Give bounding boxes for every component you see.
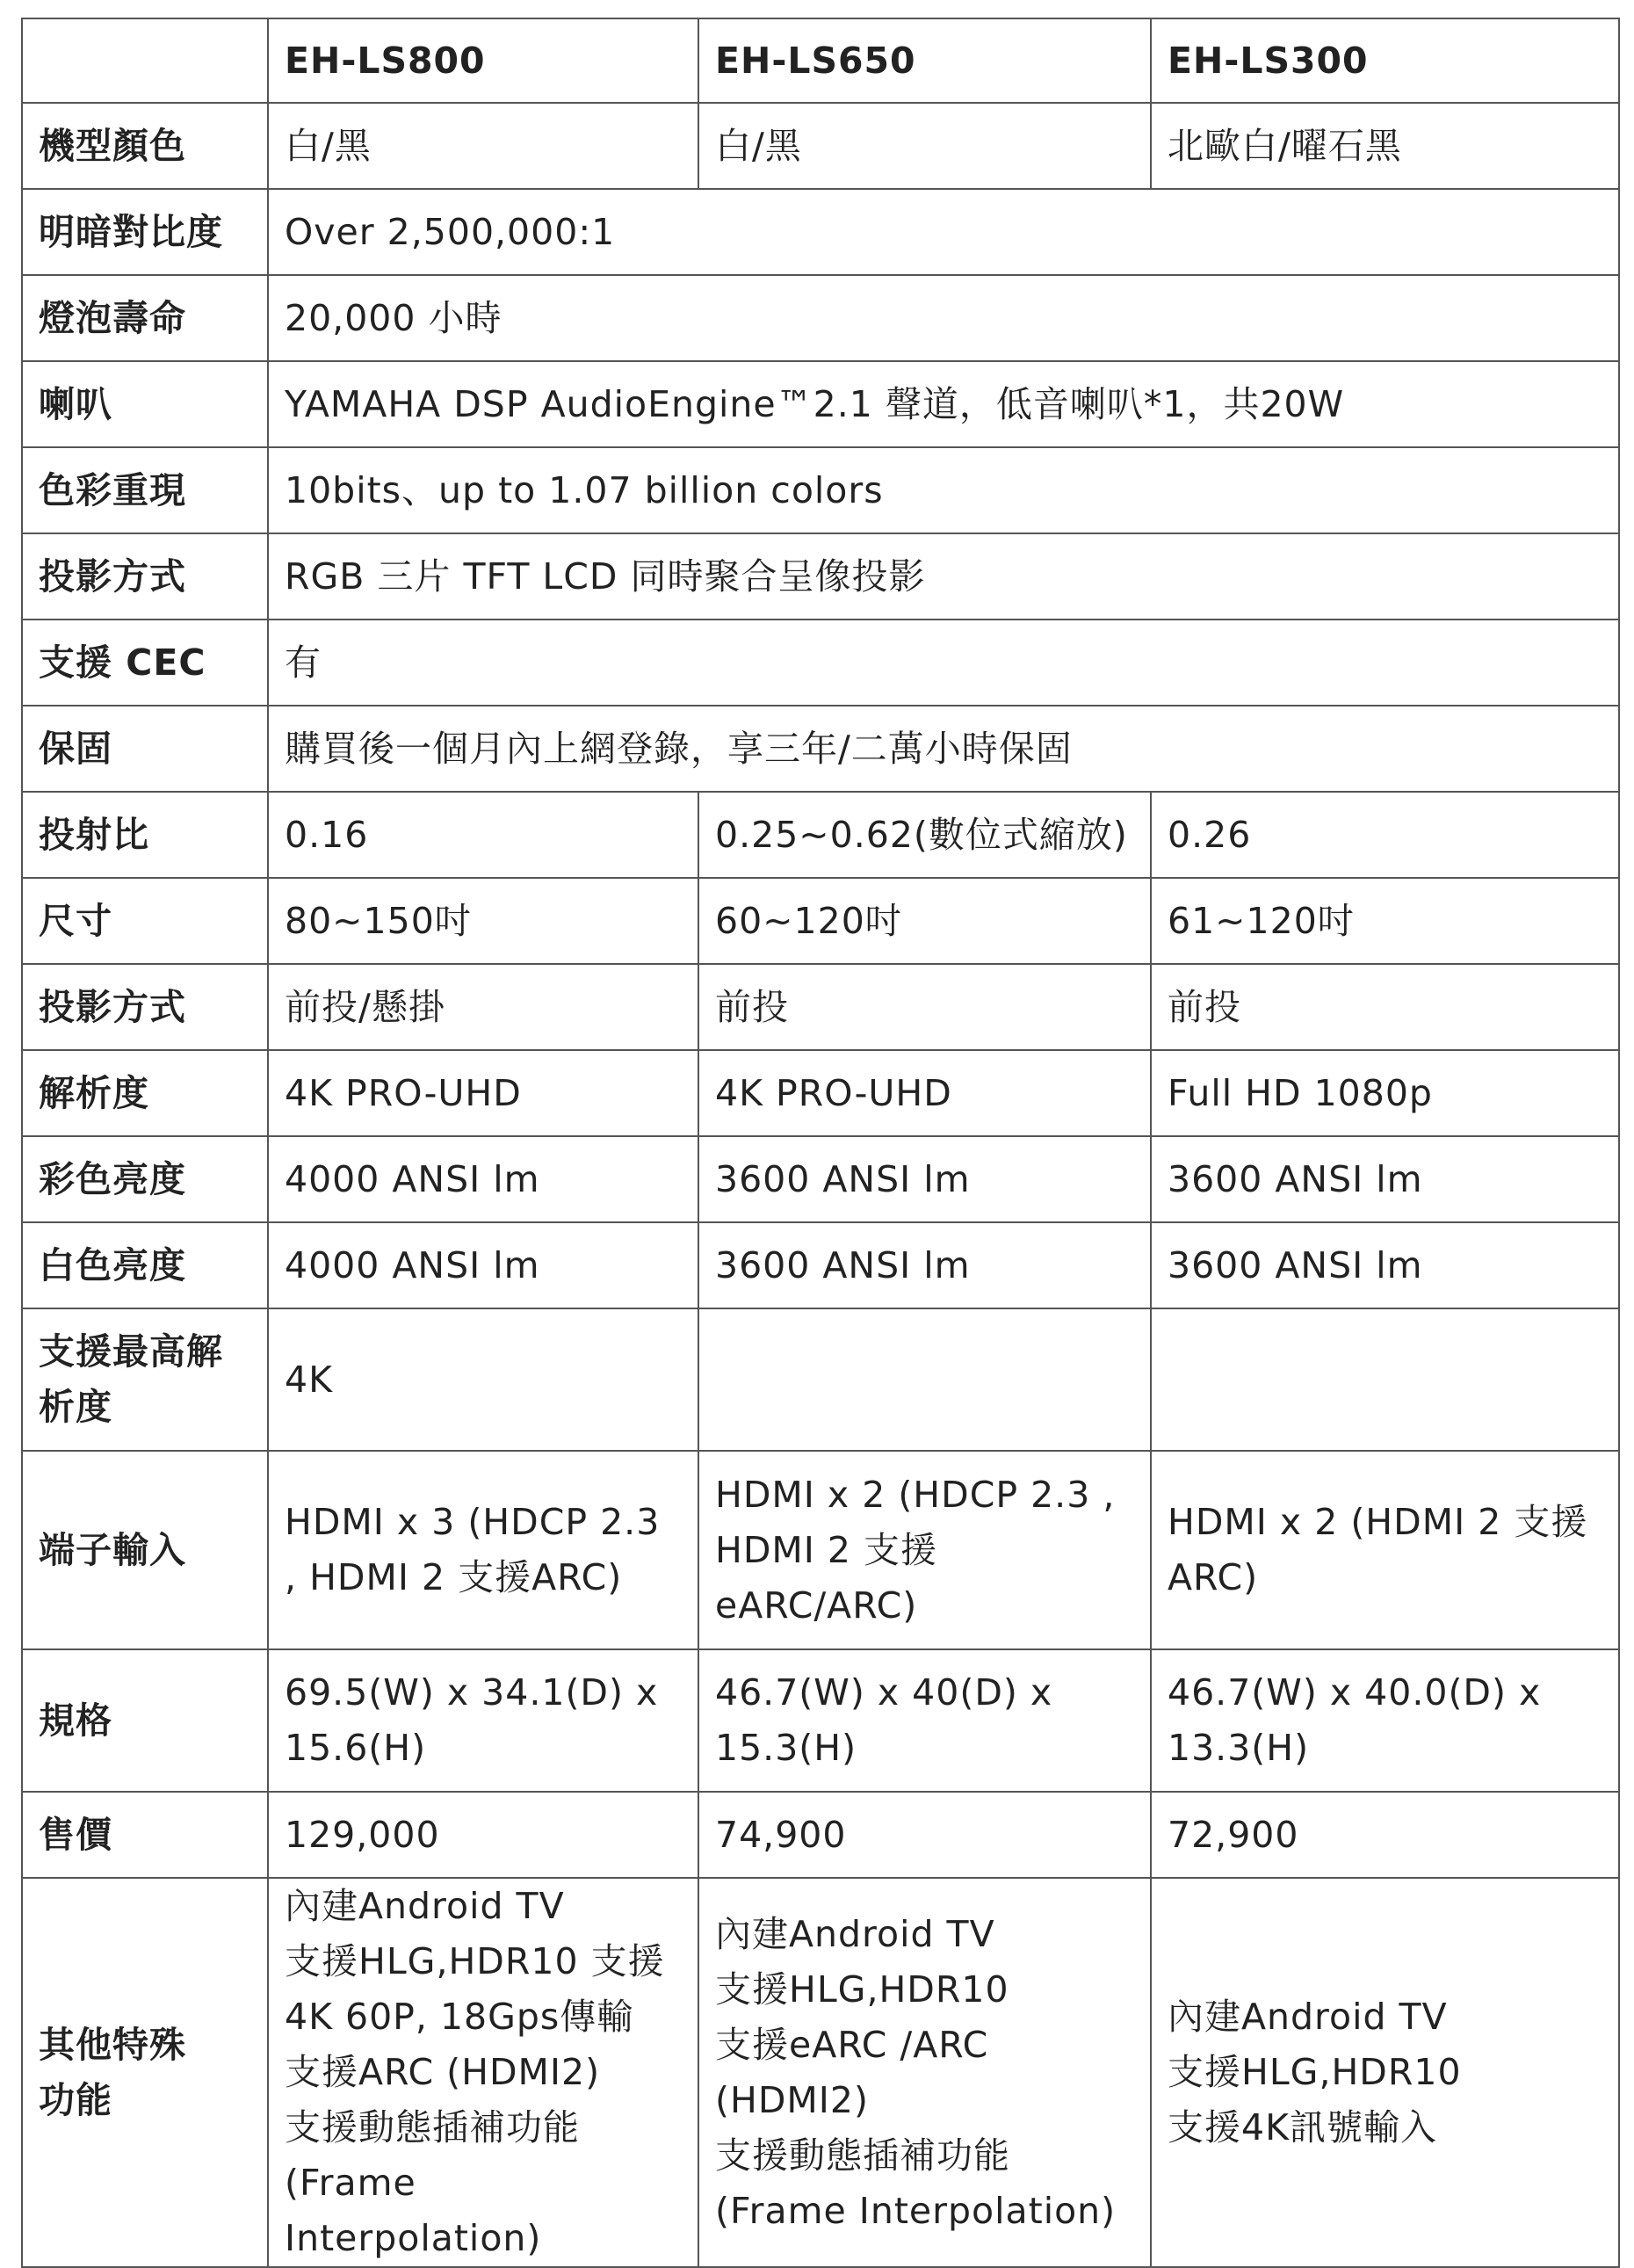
cell-text-line: HDMI x 2 (HDMI 2 支援 [1168, 1501, 1588, 1543]
row-label [22, 1649, 268, 1792]
cell-text-line: 0.25~0.62(數位式縮放) [715, 813, 1128, 856]
row-label [22, 189, 268, 275]
value-cell [1151, 103, 1619, 189]
cell-text-line: 保固 [39, 727, 112, 770]
cell-text-line: 機型顏色 [39, 124, 186, 167]
cell-text-line: 3600 ANSI lm [715, 1243, 971, 1286]
spanned-value-cell [268, 189, 1619, 275]
table-row [22, 964, 1619, 1050]
table-row [22, 275, 1619, 361]
value-cell [698, 1792, 1151, 1878]
table-row [22, 620, 1619, 706]
value-cell [1151, 878, 1619, 964]
cell-text-line: (Frame Interpolation) [285, 2162, 542, 2259]
cell-text-line: 有 [285, 641, 322, 684]
cell-text-line: RGB 三片 TFT LCD 同時聚合呈像投影 [285, 554, 926, 598]
header-cell-ls800: EH-LS800 [268, 18, 698, 103]
cell-text-line: HDMI x 3 (HDCP 2.3 [285, 1501, 661, 1543]
value-cell [268, 792, 698, 878]
cell-text-line: 支援4K訊號輸入 [1168, 2106, 1437, 2148]
cell-text-line: 4K PRO-UHD [285, 1071, 522, 1114]
cell-text-line: 內建Android TV [1168, 1996, 1448, 2038]
spanned-value-cell [268, 275, 1619, 361]
table-row [22, 1050, 1619, 1136]
cell-text-line: HDMI x 2 (HDCP 2.3 , [715, 1473, 1116, 1516]
spanned-value-cell [268, 361, 1619, 447]
cell-text-line: 喇叭 [39, 382, 112, 425]
row-label [22, 964, 268, 1050]
cell-text-line: 色彩重現 [39, 468, 186, 511]
cell-text-line: eARC/ARC) [715, 1583, 918, 1627]
table-row [22, 1792, 1619, 1878]
row-label [22, 1878, 268, 2267]
cell-text-line: 20,000 小時 [285, 296, 502, 339]
cell-text-line: , HDMI 2 支援ARC) [285, 1556, 623, 1598]
cell-text-line: 析度 [39, 1386, 112, 1428]
value-cell [698, 1136, 1151, 1222]
cell-text-line: 3600 ANSI lm [1168, 1243, 1423, 1286]
cell-text-line: 支援HLG,HDR10 [715, 1967, 1009, 2011]
cell-text-line: 0.26 [1168, 813, 1252, 856]
cell-text-line: 支援HLG,HDR10 [1168, 2051, 1462, 2093]
cell-text-line: 3600 ANSI lm [715, 1157, 971, 1200]
cell-text-line: 功能 [39, 2078, 112, 2121]
cell-text-line: 61~120吋 [1168, 899, 1355, 942]
cell-text-line: 彩色亮度 [39, 1157, 186, 1200]
table-row [22, 878, 1619, 964]
table-row [22, 1308, 1619, 1451]
cell-text-line: 4000 ANSI lm [285, 1243, 540, 1286]
cell-text-line: 白色亮度 [39, 1243, 186, 1286]
row-label [22, 533, 268, 620]
cell-text-line: 白/黑 [285, 124, 372, 167]
cell-text-line: 60~120吋 [715, 899, 902, 942]
value-cell [698, 1878, 1151, 2267]
header-cell-ls650: EH-LS650 [698, 18, 1151, 103]
value-cell [268, 878, 698, 964]
cell-text-line: 15.6(H) [285, 1727, 427, 1769]
table-body [22, 18, 1619, 2267]
value-cell [1151, 792, 1619, 878]
value-cell [698, 1050, 1151, 1136]
value-cell [698, 1308, 1151, 1451]
cell-text-line: 0.16 [285, 813, 369, 856]
cell-text-line: 北歐白/曜石黑 [1168, 124, 1402, 167]
table-row [22, 1222, 1619, 1308]
cell-text-line: 支援最高解 [39, 1330, 223, 1373]
row-label [22, 1792, 268, 1878]
row-label [22, 620, 268, 706]
row-label [22, 792, 268, 878]
value-cell [268, 1649, 698, 1792]
cell-text-line: 前投 [715, 985, 789, 1028]
row-label [22, 706, 268, 792]
value-cell [268, 1878, 698, 2267]
cell-text-line: 74,900 [715, 1813, 847, 1856]
cell-text-line: 投影方式 [39, 985, 186, 1028]
cell-text-line: 規格 [39, 1699, 112, 1742]
cell-text-line: 10bits、up to 1.07 billion colors [285, 468, 884, 511]
value-cell [698, 1451, 1151, 1649]
spec-comparison-table [21, 18, 1620, 2268]
table-row [22, 706, 1619, 792]
row-label [22, 361, 268, 447]
cell-text-line: 46.7(W) x 40(D) x [715, 1671, 1053, 1714]
cell-text-line: 投射比 [39, 813, 149, 856]
spanned-value-cell [268, 620, 1619, 706]
value-cell [268, 1222, 698, 1308]
value-cell [698, 1649, 1151, 1792]
cell-text-line: 內建Android TV [285, 1885, 565, 1927]
table-row [22, 1878, 1619, 2267]
value-cell [698, 1222, 1151, 1308]
cell-text-line: 13.3(H) [1168, 1727, 1310, 1769]
value-cell [268, 1792, 698, 1878]
value-cell [1151, 1222, 1619, 1308]
spanned-value-cell [268, 706, 1619, 792]
cell-text-line: ARC) [1168, 1556, 1259, 1598]
cell-text-line: 80~150吋 [285, 899, 472, 942]
cell-text-line: 3600 ANSI lm [1168, 1157, 1423, 1200]
cell-text-line: 72,900 [1168, 1813, 1299, 1856]
cell-text-line: 支援 CEC [39, 641, 206, 684]
cell-text-line: 端子輸入 [39, 1528, 186, 1571]
cell-text-line: 支援ARC (HDMI2) [285, 2051, 601, 2093]
value-cell [1151, 1308, 1619, 1451]
value-cell [1151, 1792, 1619, 1878]
value-cell [1151, 1649, 1619, 1792]
table-row [22, 1451, 1619, 1649]
cell-text-line: 投影方式 [39, 554, 186, 598]
cell-text-line: (Frame Interpolation) [715, 2189, 1117, 2232]
cell-text-line: 燈泡壽命 [39, 296, 186, 339]
cell-text-line: Over 2,500,000:1 [285, 210, 616, 253]
cell-text-line: 其他特殊 [39, 2023, 186, 2066]
cell-text-line: 69.5(W) x 34.1(D) x [285, 1671, 659, 1714]
row-label [22, 1222, 268, 1308]
value-cell [1151, 1136, 1619, 1222]
value-cell [268, 1050, 698, 1136]
cell-text-line: 明暗對比度 [39, 210, 223, 253]
value-cell [1151, 1050, 1619, 1136]
value-cell [1151, 1878, 1619, 2267]
header-cell-ls300: EH-LS300 [1151, 18, 1619, 103]
value-cell [1151, 1451, 1619, 1649]
cell-text-line: 支援動態插補功能 [715, 2134, 1010, 2177]
cell-text-line: YAMAHA DSP AudioEngine™2.1 聲道，低音喇叭*1，共20W [285, 382, 1345, 425]
cell-text-line: 15.3(H) [715, 1727, 857, 1769]
row-label [22, 878, 268, 964]
cell-text-line: 129,000 [285, 1813, 440, 1856]
row-label [22, 103, 268, 189]
cell-text-line: 前投/懸掛 [285, 985, 445, 1028]
header-row [22, 18, 1619, 103]
table-row [22, 103, 1619, 189]
row-label [22, 1136, 268, 1222]
value-cell [698, 878, 1151, 964]
table-row [22, 1649, 1619, 1792]
spanned-value-cell [268, 447, 1619, 533]
cell-text-line: (HDMI2) [715, 2078, 869, 2121]
value-cell [698, 103, 1151, 189]
table-row [22, 533, 1619, 620]
table-row [22, 1136, 1619, 1222]
cell-text-line: 支援eARC /ARC [715, 2023, 989, 2066]
value-cell [268, 964, 698, 1050]
cell-text-line: 尺寸 [39, 899, 112, 942]
table-row [22, 792, 1619, 878]
cell-text-line: 前投 [1168, 985, 1241, 1028]
row-label [22, 1308, 268, 1451]
value-cell [268, 1136, 698, 1222]
cell-text-line: 4K PRO-UHD [715, 1071, 952, 1114]
value-cell [1151, 964, 1619, 1050]
cell-text-line: Full HD 1080p [1168, 1071, 1433, 1114]
cell-text-line: 內建Android TV [715, 1912, 995, 1955]
table-row [22, 189, 1619, 275]
cell-text-line: 46.7(W) x 40.0(D) x [1168, 1671, 1542, 1714]
cell-text-line: 購買後一個月內上網登錄，享三年/二萬小時保固 [285, 727, 1073, 770]
value-cell [268, 1308, 698, 1451]
table-row [22, 361, 1619, 447]
row-label [22, 447, 268, 533]
value-cell [268, 1451, 698, 1649]
cell-text-line: 解析度 [39, 1071, 149, 1114]
value-cell [268, 103, 698, 189]
cell-text-line: HDMI 2 支援 [715, 1528, 938, 1571]
cell-text-line: 4K 60P, 18Gps傳輸 [285, 1996, 634, 2038]
row-label [22, 1050, 268, 1136]
spanned-value-cell [268, 533, 1619, 620]
cell-text-line: 支援HLG,HDR10 支援 [285, 1940, 665, 1982]
row-label [22, 1451, 268, 1649]
cell-text-line: 白/黑 [715, 124, 802, 167]
header-cell-empty [22, 18, 268, 103]
table-row [22, 447, 1619, 533]
cell-text-line: 4000 ANSI lm [285, 1157, 540, 1200]
value-cell [698, 792, 1151, 878]
cell-text-line: 4K [285, 1358, 333, 1401]
value-cell [698, 964, 1151, 1050]
row-label [22, 275, 268, 361]
cell-text-line: 支援動態插補功能 [285, 2106, 580, 2148]
cell-text-line: 售價 [39, 1813, 112, 1856]
